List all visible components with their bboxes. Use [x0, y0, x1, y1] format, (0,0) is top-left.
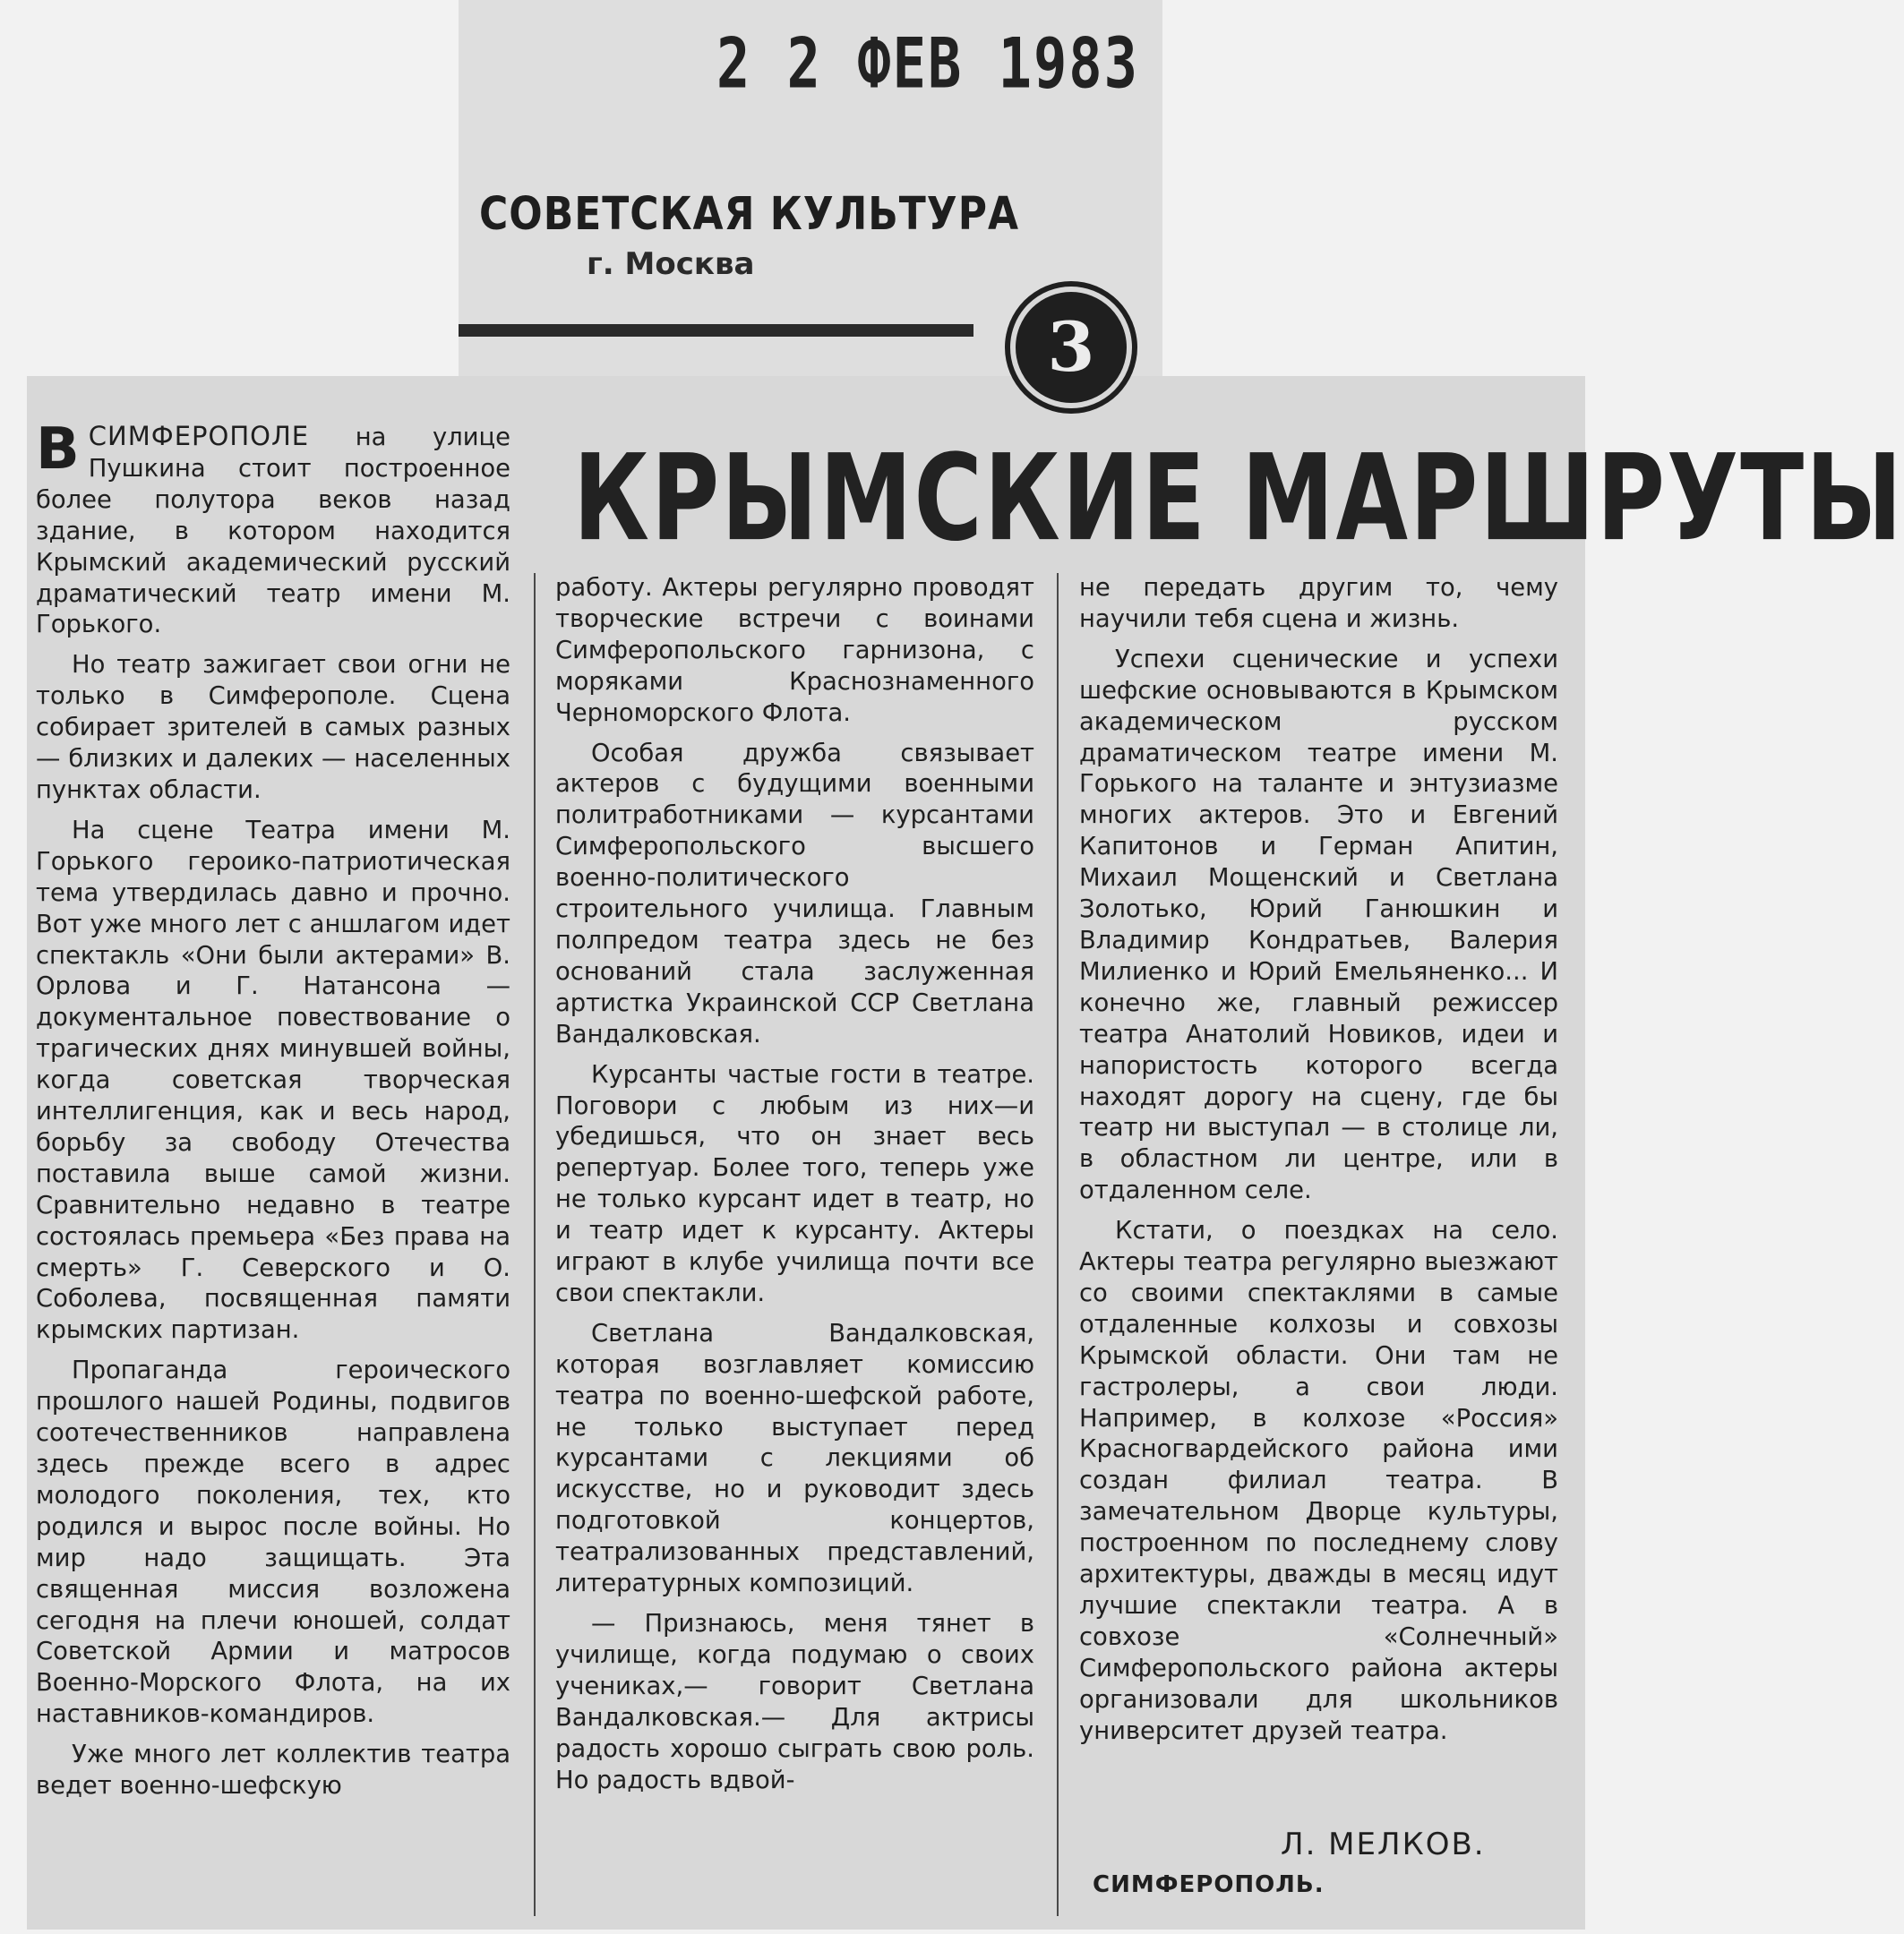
paragraph: Светлана Вандалковская, которая возглавляет комиссию театра по военно-шефской работе, не только выступает перед курсантами с лекциями об искусстве, но и руководит здесь подготовкой концертов, театрализованных представлений, литературных композиций.	[555, 1319, 1034, 1598]
lead-word: СИМФЕРОПОЛЕ	[88, 421, 310, 451]
paragraph: Уже много лет коллектив театра ведет военно-шефскую	[36, 1741, 510, 1801]
dropcap: В	[36, 416, 80, 483]
paragraph: — Признаюсь, меня тянет в училище, когда подумаю о своих учениках,— говорит Светлана Вандалковская.— Для актрисы радость хорошо сыграть свою роль. Но радость вдвой-	[555, 1610, 1034, 1794]
article-author: Л. МЕЛКОВ.	[1281, 1827, 1486, 1862]
header-rule	[459, 324, 973, 337]
paragraph: На сцене Театра имени М. Горького героико-патриотическая тема утвердилась давно и прочно. Вот уже много лет с аншлагом идет спектакль «Они были актерами» В. Орлова и Г. Натансона — документальное повествование о трагических днях минувшей войны, когда советская творческая интеллигенция, как и весь народ, борьбу за свободу Отечества поставила выше самой жизни. Сравнительно недавно в театре состоялась премьера «Без права на смерть» Г. Северского и О. Соболева, посвященная памяти крымских партизан.	[36, 816, 510, 1345]
column-divider	[534, 573, 536, 1916]
article-headline: КРЫМСКИЕ МАРШРУТЫ	[573, 428, 1904, 569]
article-dateline: СИМФЕРОПОЛЬ.	[1093, 1871, 1325, 1898]
paragraph: Курсанты частые гости в театре. Поговори с любым из них—и убедишься, что он знает весь репертуар. Более того, теперь уже не только курсант идет в театр, но и театр идет к курсанту. Актеры играют в клубе училища почти все свои спектакли.	[555, 1060, 1034, 1307]
paragraph: не передать другим то, чему научили тебя сцена и жизнь.	[1079, 574, 1558, 633]
publication-city: г. Москва	[587, 246, 755, 282]
paragraph: работу. Актеры регулярно проводят творческие встречи с воинами Симферопольского гарнизона, с моряками Краснознаменного Черноморского Флота.	[555, 574, 1034, 727]
paragraph: Кстати, о поездках на село. Актеры театра регулярно выезжают со своими спектаклями в самые отдаленные колхозы и совхозы Крымской области. Они там не гастролеры, а свои люди. Например, в колхозе «Россия» Красногвардейского района ими создан филиал театра. В замечательном Дворце культуры, построенном по последнему слову архитектуры, дважды в месяц идут лучшие спектакли театра. А в совхозе «Солнечный» Симферопольского района актеры организовали для школьников университет друзей театра.	[1079, 1217, 1558, 1745]
article-column-3	[1079, 573, 1558, 1757]
column-divider	[1057, 573, 1059, 1916]
date-stamp: 2 2 ФЕВ 1983	[716, 22, 1139, 105]
paragraph: Успехи сценические и успехи шефские основываются в Крымском академическом русском драматическом театре имени М. Горького на таланте и энтузиазме многих актеров. Это и Евгений Капитонов и Герман Апитин, Михаил Мощенский и Светлана Золотько, Юрий Ганюшкин и Владимир Кондратьев, Валерия Милиенко и Юрий Емельяненко... И конечно же, главный режиссер театра Анатолий Новиков, идеи и напористость которого всегда находят дорогу на сцену, где бы театр ни выступал — в столице ли, в областном ли центре, или в отдаленном селе.	[1079, 645, 1558, 1205]
article-column-2	[555, 573, 1034, 1805]
publication-stamp: СОВЕТСКАЯ КУЛЬТУРА	[479, 188, 1020, 241]
paragraph	[36, 416, 510, 641]
paragraph: Особая дружба связывает актеров с будущими военными политработниками — курсантами Симферопольского высшего военно-политического строительного училища. Главным полпредом театра здесь не без оснований стала заслуженная артистка Украинской ССР Светлана Вандалковская.	[555, 739, 1034, 1048]
paragraph-text: на улице Пушкина стоит построенное более полутора веков назад здание, в котором находится Крымский академический русский драматический театр имени М. Горького.	[36, 424, 510, 639]
paragraph: Пропаганда героического прошлого нашей Родины, подвигов соотечественников направлена здесь прежде всего в адрес молодого поколения, тех, кто родился и вырос после войны. Но мир надо защищать. Эта священная миссия возложена сегодня на плечи юношей, солдат Советской Армии и матросов Военно-Морского Флота, на их наставников-командиров.	[36, 1356, 510, 1729]
article-column-1	[36, 416, 510, 1811]
page-number-badge: 3	[1010, 287, 1132, 408]
paragraph: Но театр зажигает свои огни не только в Симферополе. Сцена собирает зрителей в самых разных — близких и далеких — населенных пунктах области.	[36, 651, 510, 804]
